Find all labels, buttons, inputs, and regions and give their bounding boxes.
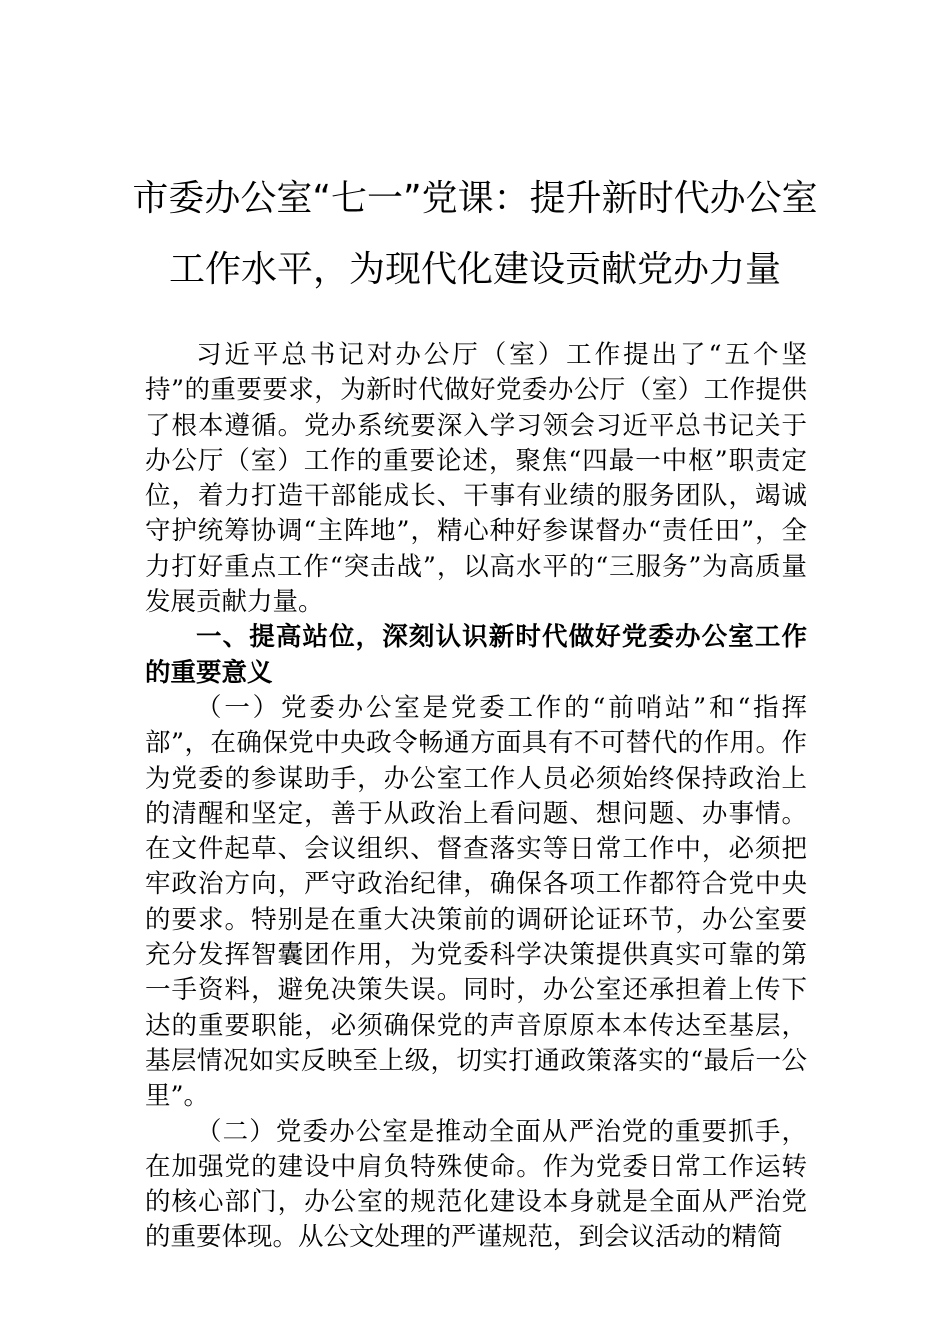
intro-paragraph: 习近平总书记对办公厅（室）工作提出了“五个坚持”的重要要求，为新时代做好党委办公厅（室）工作提供了根本遵循。党办系统要深入学习领会习近平总书记关于办公厅（室）工作的重要论述，聚焦“四最一中枢”职责定位，着力打造干部能成长、干事有业绩的服务团队，竭诚守护统筹协调“主阵地”，精心种好参谋督办“责任田”，全力打好重点工作“突击战”，以高水平的“三服务”为高质量发展贡献力量。 — [145, 340, 807, 618]
document-body — [145, 338, 807, 1256]
document-title-line-2: 工作水平，为现代化建设贡献党办力量 — [168, 249, 781, 290]
document-title-line-1: 市委办公室“七一”党课：提升新时代办公室 — [132, 178, 818, 219]
section-heading-1: 一、提高站位，深刻认识新时代做好党委办公室工作的重要意义 — [145, 622, 807, 688]
subsection-paragraph-2: （二）党委办公室是推动全面从严治党的重要抓手，在加强党的建设中肩负特殊使命。作为党委日常工作运转的核心部门，办公室的规范化建设本身就是全面从严治党的重要体现。从公文处理的严谨规范，到会议活动的精简 — [145, 1116, 807, 1253]
subsection-paragraph-1: （一）党委办公室是党委工作的“前哨站”和“指挥部”，在确保党中央政令畅通方面具有不可替代的作用。作为党委的参谋助手，办公室工作人员必须始终保持政治上的清醒和坚定，善于从政治上看问题、想问题、办事情。在文件起草、会议组织、督查落实等日常工作中，必须把牢政治方向，严守政治纪律，确保各项工作都符合党中央的要求。特别是在重大决策前的调研论证环节，办公室要充分发挥智囊团作用，为党委科学决策提供真实可靠的第一手资料，避免决策失误。同时，办公室还承担着上传下达的重要职能，必须确保党的声音原原本本传达至基层，基层情况如实反映至上级，切实打通政策落实的“最后一公里”。 — [145, 692, 807, 1112]
